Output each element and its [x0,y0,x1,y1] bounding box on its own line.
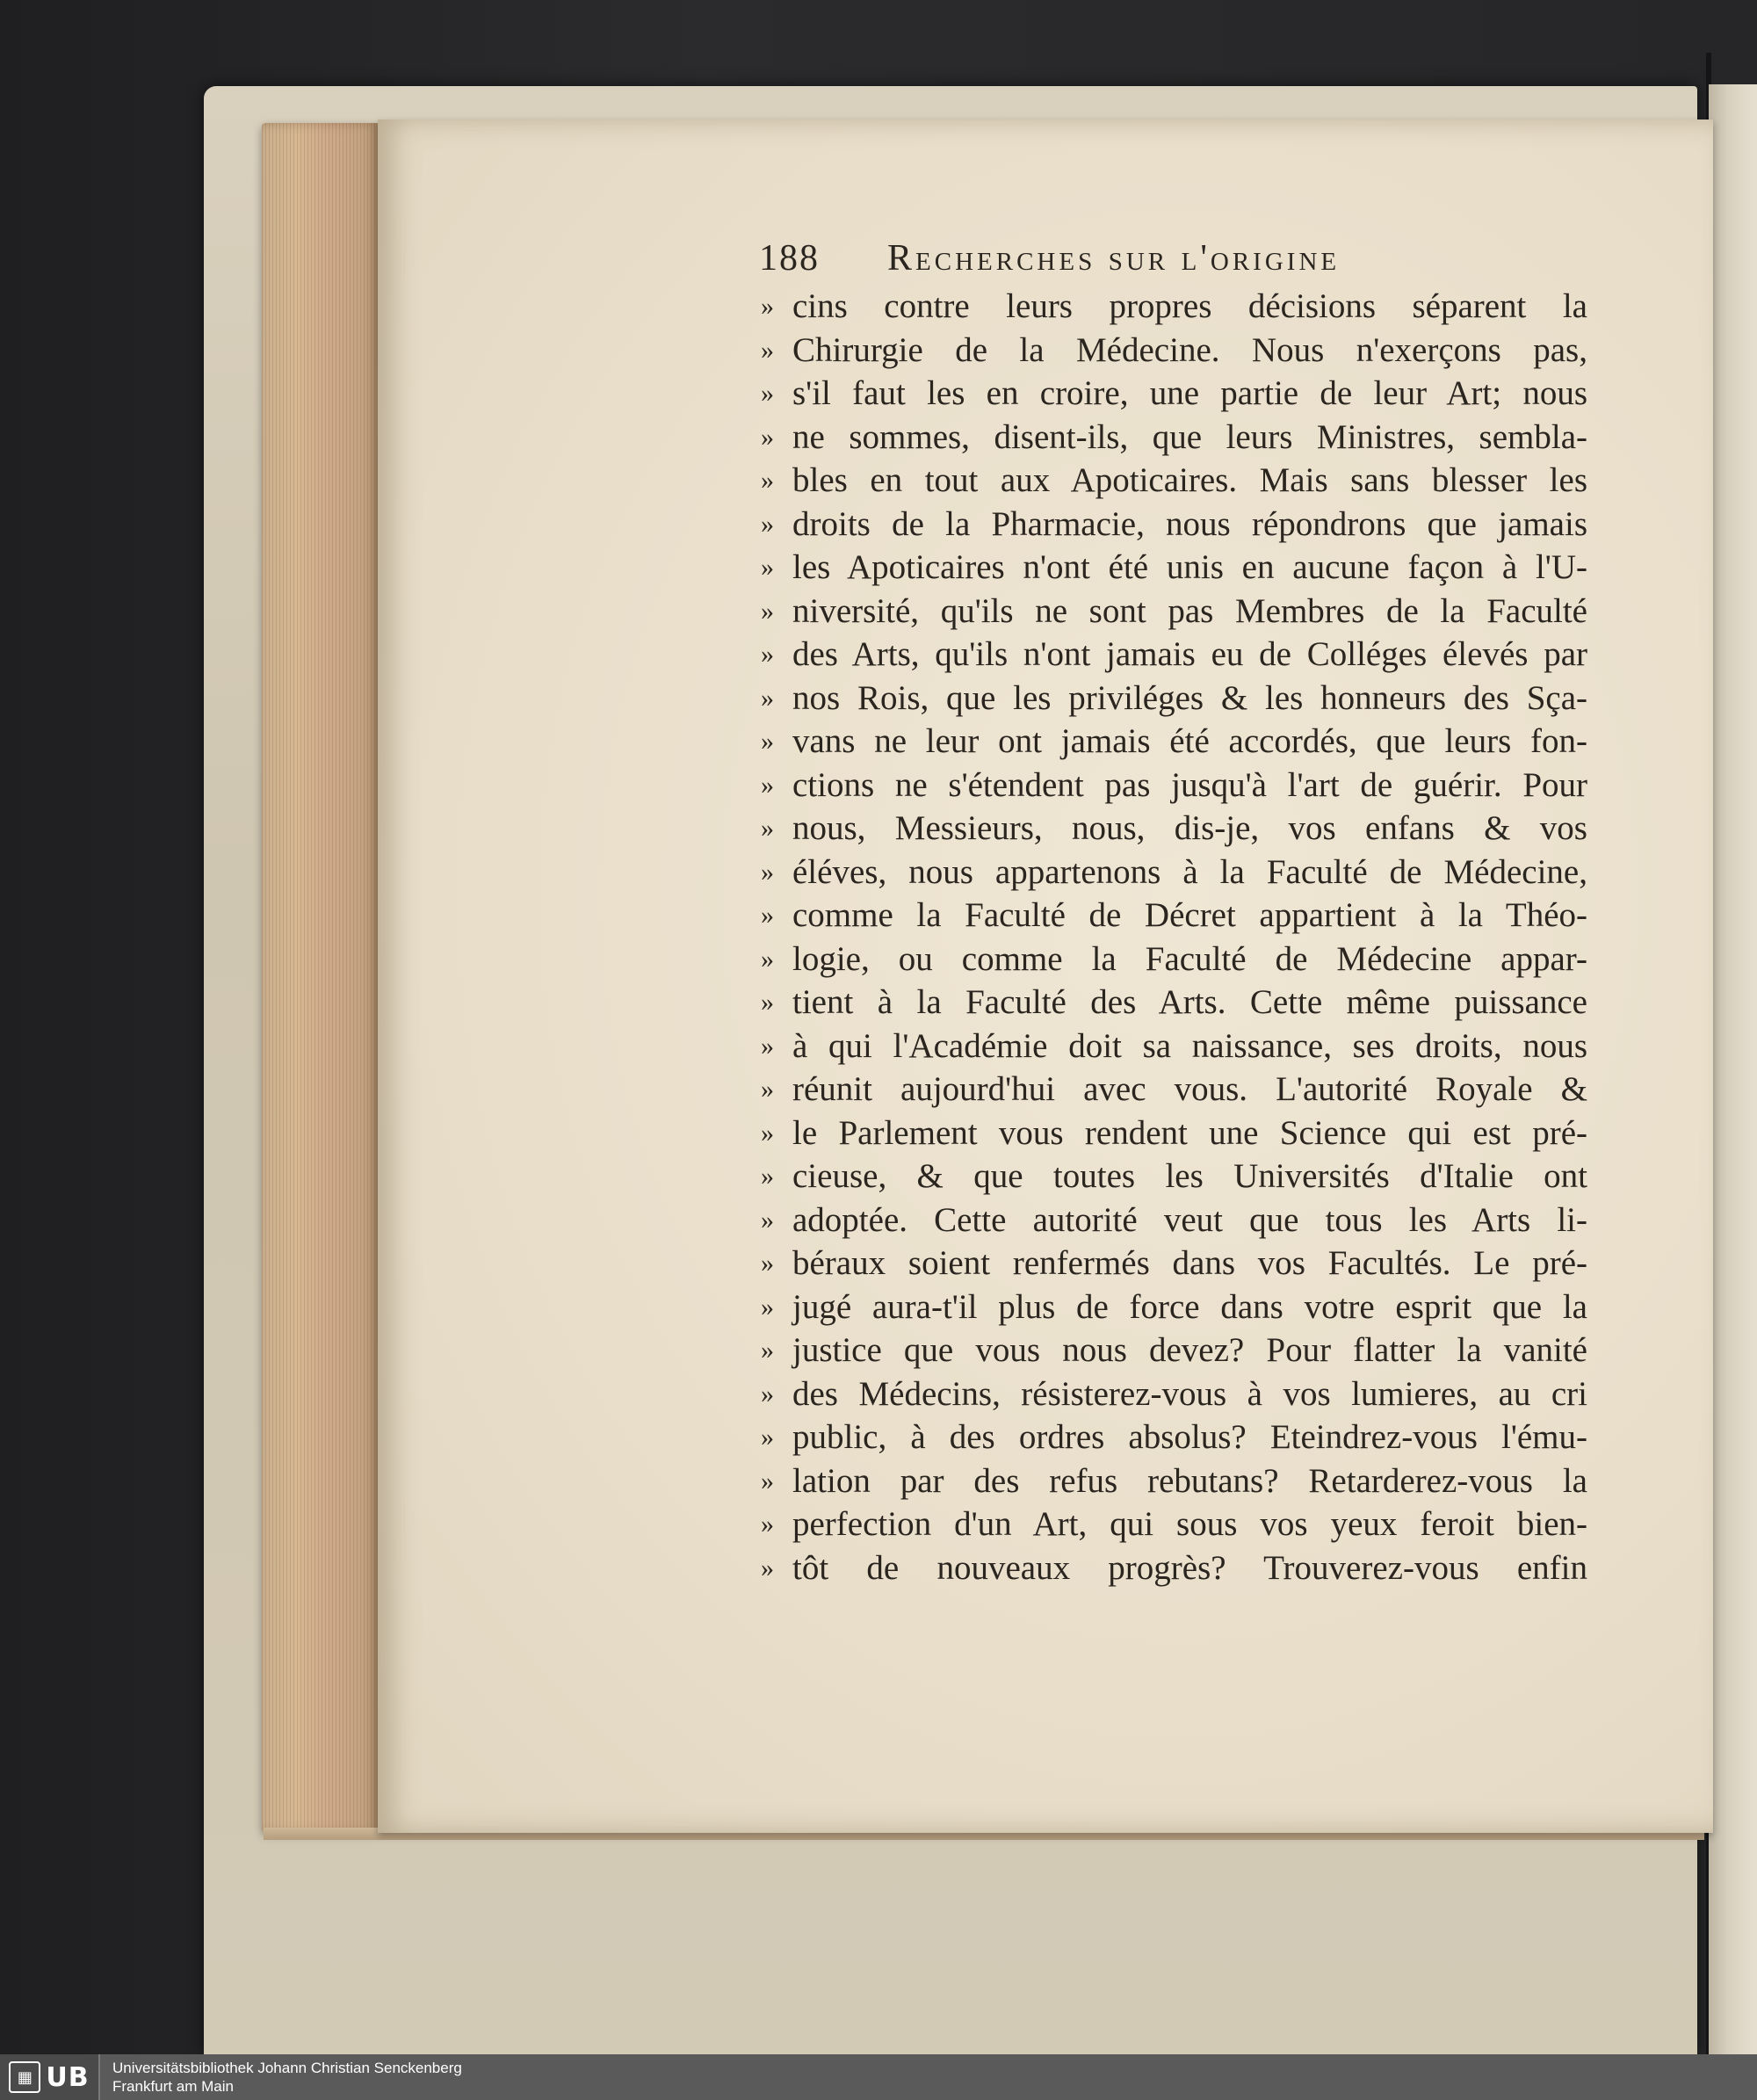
line-text: des Médecins, résisterez-vous à vos lumieres, au cri [792,1374,1587,1413]
line-text: s'il faut les en croire, une partie de leur Art; nous [792,374,1587,412]
text-line [756,720,1590,764]
quote-mark: » [761,1466,774,1495]
text-line [756,1546,1590,1590]
text-line [756,1025,1590,1068]
text-line [756,1372,1590,1416]
line-text: public, à des ordres absolus? Eteindrez-vous l'ému- [792,1418,1587,1456]
text-line [756,851,1590,894]
text-line [756,503,1590,547]
line-text: perfection d'un Art, qui sous vos yeux feroit bien- [792,1505,1587,1543]
text-line [756,416,1590,460]
text-line [756,1242,1590,1285]
text-line [756,807,1590,851]
line-text: des Arts, qu'ils n'ont jamais eu de Colléges élevés par [792,635,1587,673]
quote-mark: » [761,553,774,582]
text-lines [756,285,1590,1589]
line-text: lation par des refus rebutans? Retarderez-vous la [792,1461,1587,1500]
quote-mark: » [761,1553,774,1582]
line-text: adoptée. Cette autorité veut que tous les Arts li- [792,1200,1587,1239]
text-line [756,372,1590,416]
page-edges [262,123,378,1832]
quote-mark: » [761,422,774,452]
line-text: comme la Faculté de Décret appartient à la Théo- [792,896,1587,934]
text-line [756,1503,1590,1546]
text-line [756,590,1590,634]
line-text: Chirurgie de la Médecine. Nous n'exerçons pas, [792,330,1587,369]
running-head-title: Recherches sur l'origine [887,238,1341,279]
text-line [756,329,1590,373]
library-logo-text: UB [46,2061,90,2093]
line-text: droits de la Pharmacie, nous répondrons que jamais [792,504,1587,543]
line-text: tôt de nouveaux progrès? Trouverez-vous enfin [792,1548,1587,1587]
text-line [756,894,1590,938]
quote-mark: » [761,1249,774,1278]
quote-mark: » [761,292,774,321]
quote-mark: » [761,379,774,408]
line-text: tient à la Faculté des Arts. Cette même puissance [792,983,1587,1021]
text-line [756,285,1590,329]
quote-mark: » [761,683,774,713]
text-line [756,1459,1590,1503]
quote-mark: » [761,1031,774,1061]
text-line [756,1416,1590,1459]
line-text: justice que vous nous devez? Pour flatter la vanité [792,1331,1587,1369]
library-logo[interactable] [0,2054,100,2100]
text-line [756,1329,1590,1372]
line-text: vans ne leur ont jamais été accordés, que leurs fon- [792,722,1587,760]
footer-line-2: Frankfurt am Main [112,2078,234,2095]
quote-mark: » [761,1162,774,1191]
line-text: jugé aura-t'il plus de force dans votre esprit que la [792,1287,1587,1326]
line-text: éléves, nous appartenons à la Faculté de Médecine, [792,852,1587,891]
quote-mark: » [761,1510,774,1539]
quote-mark: » [761,1379,774,1408]
quote-mark: » [761,901,774,930]
line-text: bles en tout aux Apoticaires. Mais sans blesser les [792,461,1587,499]
text-line [756,677,1590,721]
quote-mark: » [761,770,774,800]
quote-mark: » [761,814,774,843]
library-logo-icon: ▦ [9,2061,40,2093]
quote-mark: » [761,335,774,365]
line-text: les Apoticaires n'ont été unis en aucune façon à l'U- [792,548,1587,586]
footer-bar [0,2054,1757,2100]
quote-mark: » [761,596,774,626]
text-line [756,459,1590,503]
line-text: le Parlement vous rendent une Science qui est pré- [792,1113,1587,1152]
line-text: à qui l'Académie doit sa naissance, ses droits, nous [792,1026,1587,1065]
line-text: cins contre leurs propres décisions séparent la [792,287,1587,325]
quote-mark: » [761,640,774,669]
quote-mark: » [761,988,774,1017]
line-text: niversité, qu'ils ne sont pas Membres de la Faculté [792,591,1587,630]
text-line [756,1198,1590,1242]
line-text: logie, ou comme la Faculté de Médecine appar- [792,939,1587,978]
page-text-block [756,235,1590,1589]
text-line [756,1285,1590,1329]
quote-mark: » [761,1205,774,1235]
quote-mark: » [761,1336,774,1365]
quote-mark: » [761,944,774,974]
text-line [756,1068,1590,1112]
footer-credit [112,2059,462,2096]
text-line [756,633,1590,677]
line-text: nos Rois, que les priviléges & les honneurs des Sça- [792,678,1587,717]
text-line [756,764,1590,807]
quote-mark: » [761,1118,774,1148]
text-line [756,1155,1590,1198]
text-line [756,981,1590,1025]
text-line [756,546,1590,590]
line-text: ne sommes, disent-ils, que leurs Ministres, sembla- [792,417,1587,456]
page-number: 188 [759,238,820,279]
quote-mark: » [761,1292,774,1322]
quote-mark: » [761,509,774,539]
quote-mark: » [761,727,774,756]
line-text: béraux soient renfermés dans vos Facultés. Le pré- [792,1244,1587,1282]
quote-mark: » [761,857,774,887]
line-text: ctions ne s'étendent pas jusqu'à l'art de guérir. Pour [792,765,1587,804]
text-line [756,938,1590,981]
quote-mark: » [761,1423,774,1452]
running-head [756,235,1590,285]
line-text: nous, Messieurs, nous, dis-je, vos enfans & vos [792,809,1587,847]
line-text: réunit aujourd'hui avec vous. L'autorité Royale & [792,1070,1587,1108]
quote-mark: » [761,1075,774,1104]
footer-line-1: Universitätsbibliothek Johann Christian Senckenberg [112,2060,462,2076]
quote-mark: » [761,466,774,495]
line-text: cieuse, & que toutes les Universités d'Italie ont [792,1157,1587,1195]
text-line [756,1112,1590,1155]
next-page-edge [1709,84,1757,2054]
